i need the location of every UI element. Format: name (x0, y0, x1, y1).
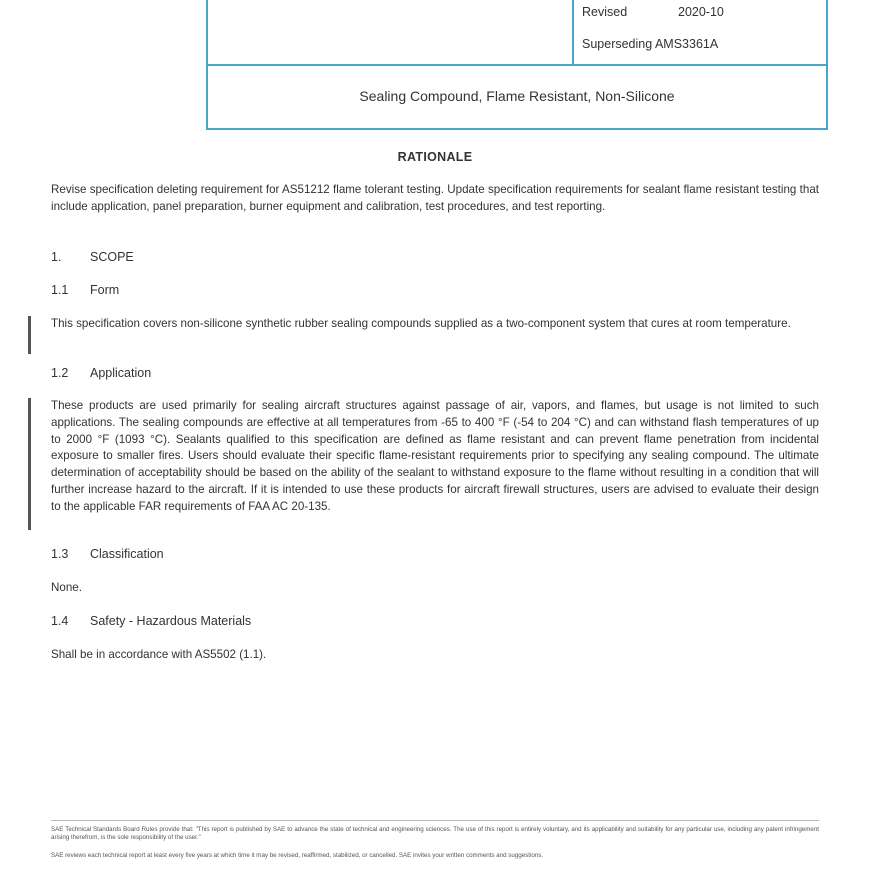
section-form-heading (51, 283, 119, 297)
footer-review-note: SAE reviews each technical report at least every five years at which time it may be revised, reaffirmed, stabilized, or cancelled. SAE invites your written comments and suggestions. (51, 852, 544, 859)
change-bar (28, 316, 31, 354)
section-title: SCOPE (90, 250, 134, 264)
revision-block (580, 0, 820, 64)
header-top-row (208, 0, 826, 66)
section-classification-heading (51, 547, 164, 561)
section-number: 1.4 (51, 614, 69, 628)
revised-date: 2020-10 (678, 5, 724, 19)
safety-text: Shall be in accordance with AS5502 (1.1). (51, 648, 267, 661)
header-box (206, 0, 828, 130)
revised-label: Revised (582, 5, 628, 19)
rationale-heading: RATIONALE (397, 150, 473, 164)
change-bar (28, 398, 31, 530)
section-title: Classification (90, 547, 164, 561)
section-application-heading (51, 366, 151, 380)
section-number: 1. (51, 250, 62, 264)
classification-text: None. (51, 581, 82, 594)
section-number: 1.3 (51, 547, 69, 561)
header-divider (572, 0, 574, 66)
section-title: Application (90, 366, 152, 380)
document-title: Sealing Compound, Flame Resistant, Non-Silicone (359, 88, 675, 104)
section-title: Safety - Hazardous Materials (90, 614, 252, 628)
footer-rule (51, 820, 819, 821)
section-number: 1.2 (51, 366, 69, 380)
rationale-text: Revise specification deleting requirement for AS51212 flame tolerant testing. Update specification requirements for sealant flame resistant testing that include application, panel preparation, burner equipment and calibration, test procedures, and test reporting. (51, 183, 819, 213)
superseding-text: Superseding AMS3361A (582, 37, 719, 51)
section-scope-heading (51, 250, 134, 264)
section-title: Form (90, 283, 120, 297)
application-text: These products are used primarily for sealing aircraft structures against passage of air, vapors, and flames, but usage is not limited to such applications. The sealing compounds are effective at all temperatures from -65 to 400 °F (-54 to 204 °C) and can withstand flash temperatures of up to 2000 °F (1093 °C). Sealants qualified to this specification are defined as flame resistant and can prevent flame penetration from incidental exposure to smaller fires. Users should evaluate their specific flame-resistant requirements prior to specifying any sealing compound. The ultimate determination of acceptability should be based on the ability of the sealant to withstand exposure to the flame without resulting in a condition that will further increase hazard to the aircraft. If it is intended to use these products for aircraft firewall structures, users are advised to evaluate their design to the applicable FAR requirements of FAA AC 20-135. (51, 399, 819, 513)
section-number: 1.1 (51, 283, 69, 297)
form-text: This specification covers non-silicone synthetic rubber sealing compounds supplied as a two-component system that cures at room temperature. (51, 317, 791, 330)
footer-disclaimer: SAE Technical Standards Board Rules provide that: "This report is published by SAE to advance the state of technical and engineering sciences. The use of this report is entirely voluntary, and its applicability and suitability for any particular use, including any patent infringement arising therefrom, is the sole responsibility of the user." (51, 826, 819, 841)
section-safety-heading (51, 614, 251, 628)
